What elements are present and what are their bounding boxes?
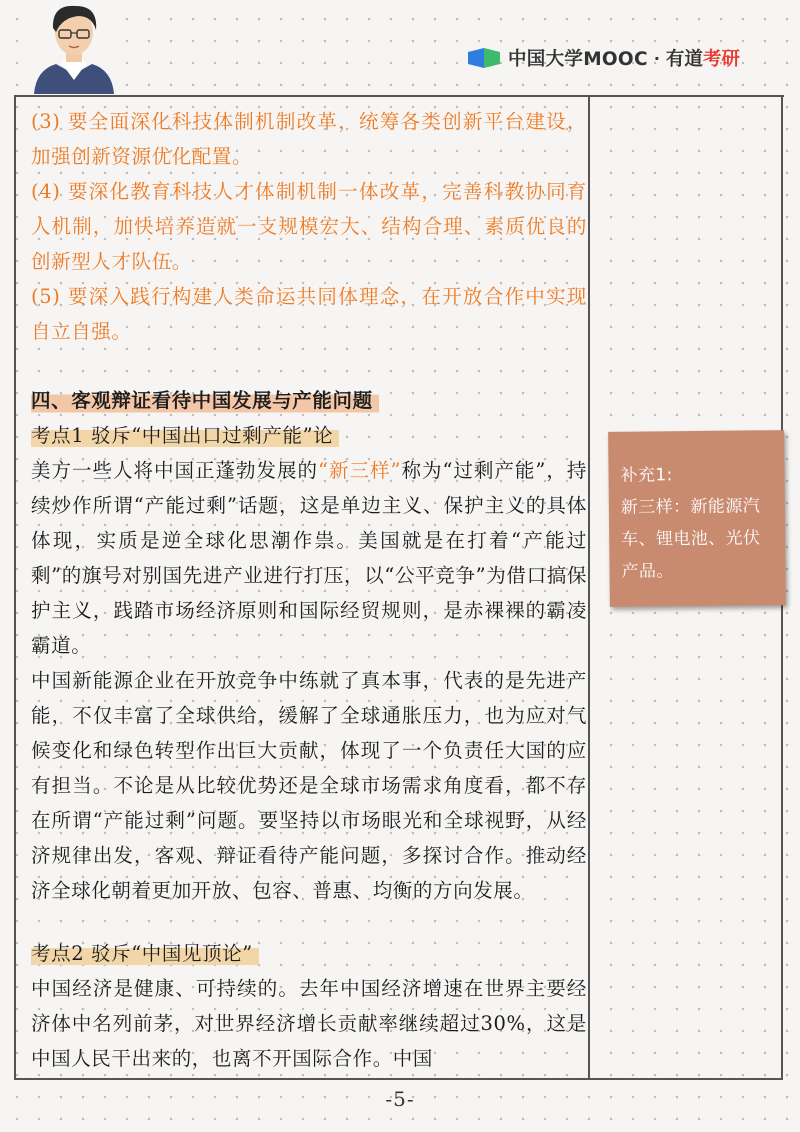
brand-logo (466, 44, 740, 72)
brand-separator: · (653, 48, 660, 68)
point-4: (4) 要深化教育科技人才体制机制一体改革，完善科教协同育人机制，加快培养造就一支规模宏大、结构合理、素质优良的创新型人才队伍。 (31, 180, 587, 273)
new-three-highlight: “新三样” (318, 459, 402, 482)
author-avatar (26, 0, 122, 94)
avatar-illustration (26, 0, 122, 94)
spacer (31, 349, 587, 383)
brand-partner: 有道 (665, 49, 703, 70)
frame-bottom-border (14, 1078, 783, 1080)
point-3: (3) 要全面深化科技体制机制改革，统筹各类创新平台建设，加强创新资源优化配置。 (31, 110, 587, 168)
brand-partner-accent: 考研 (702, 49, 740, 70)
kp2-heading: 考点2 驳斥“中国见顶论” (31, 939, 259, 969)
note-title: 补充1: (620, 465, 673, 486)
section-4-heading: 四、客观辩证看待中国发展与产能问题 (31, 386, 379, 416)
brand-name: 中国大学MOOC (508, 49, 648, 70)
supplement-note (608, 430, 786, 607)
kp2-paragraph-1: 中国经济是健康、可持续的。去年中国经济增速在世界主要经济体中名列前茅，对世界经济增长贡献率继续超过30%，这是中国人民干出来的，也离不开国际合作。中国 (31, 977, 587, 1070)
note-body: 新三样：新能源汽车、锂电池、光伏产品。 (620, 496, 761, 582)
kp1-heading: 考点1 驳斥“中国出口过剩产能”论 (31, 421, 339, 451)
spacer (31, 908, 587, 936)
frame-top-border (14, 95, 784, 97)
kp1-paragraph-1 (31, 453, 587, 663)
kp1-paragraph-2: 中国新能源企业在开放竞争中练就了真本事，代表的是先进产能，不仅丰富了全球供给，缓解了全球通胀压力，也为应对气候变化和绿色转型作出巨大贡献，体现了一个负责任大国的应有担当。不论是从比较优势还是全球市场需求角度看，都不存在所谓“产能过剩”问题。要坚持以市场眼光和全球视野，从经济规律出发，客观、辩证看待产能问题，多探讨合作。推动经济全球化朝着更加开放、包容、普惠、均衡的方向发展。 (31, 669, 587, 902)
column-divider (588, 95, 590, 1080)
main-content (31, 104, 587, 1076)
point-5: (5) 要深入践行构建人类命运共同体理念，在开放合作中实现自立自强。 (31, 285, 587, 343)
kp1-p1-rest: 称为“过剩产能”，持续炒作所谓“产能过剩”话题，这是单边主义、保护主义的具体体现，实质是逆全球化思潮作祟。美国就是在打着“产能过剩”的旗号对别国先进产业进行打压，以“公平竞争”为借口搞保护主义，践踏市场经济原则和国际经贸规则，是赤裸裸的霸凌霸道。 (31, 459, 587, 657)
page-number: -5- (385, 1087, 415, 1111)
mooc-logo-icon (466, 46, 502, 70)
frame-left-border (14, 95, 16, 1080)
kp1-p1-lead: 美方一些人将中国正蓬勃发展的 (31, 459, 318, 482)
